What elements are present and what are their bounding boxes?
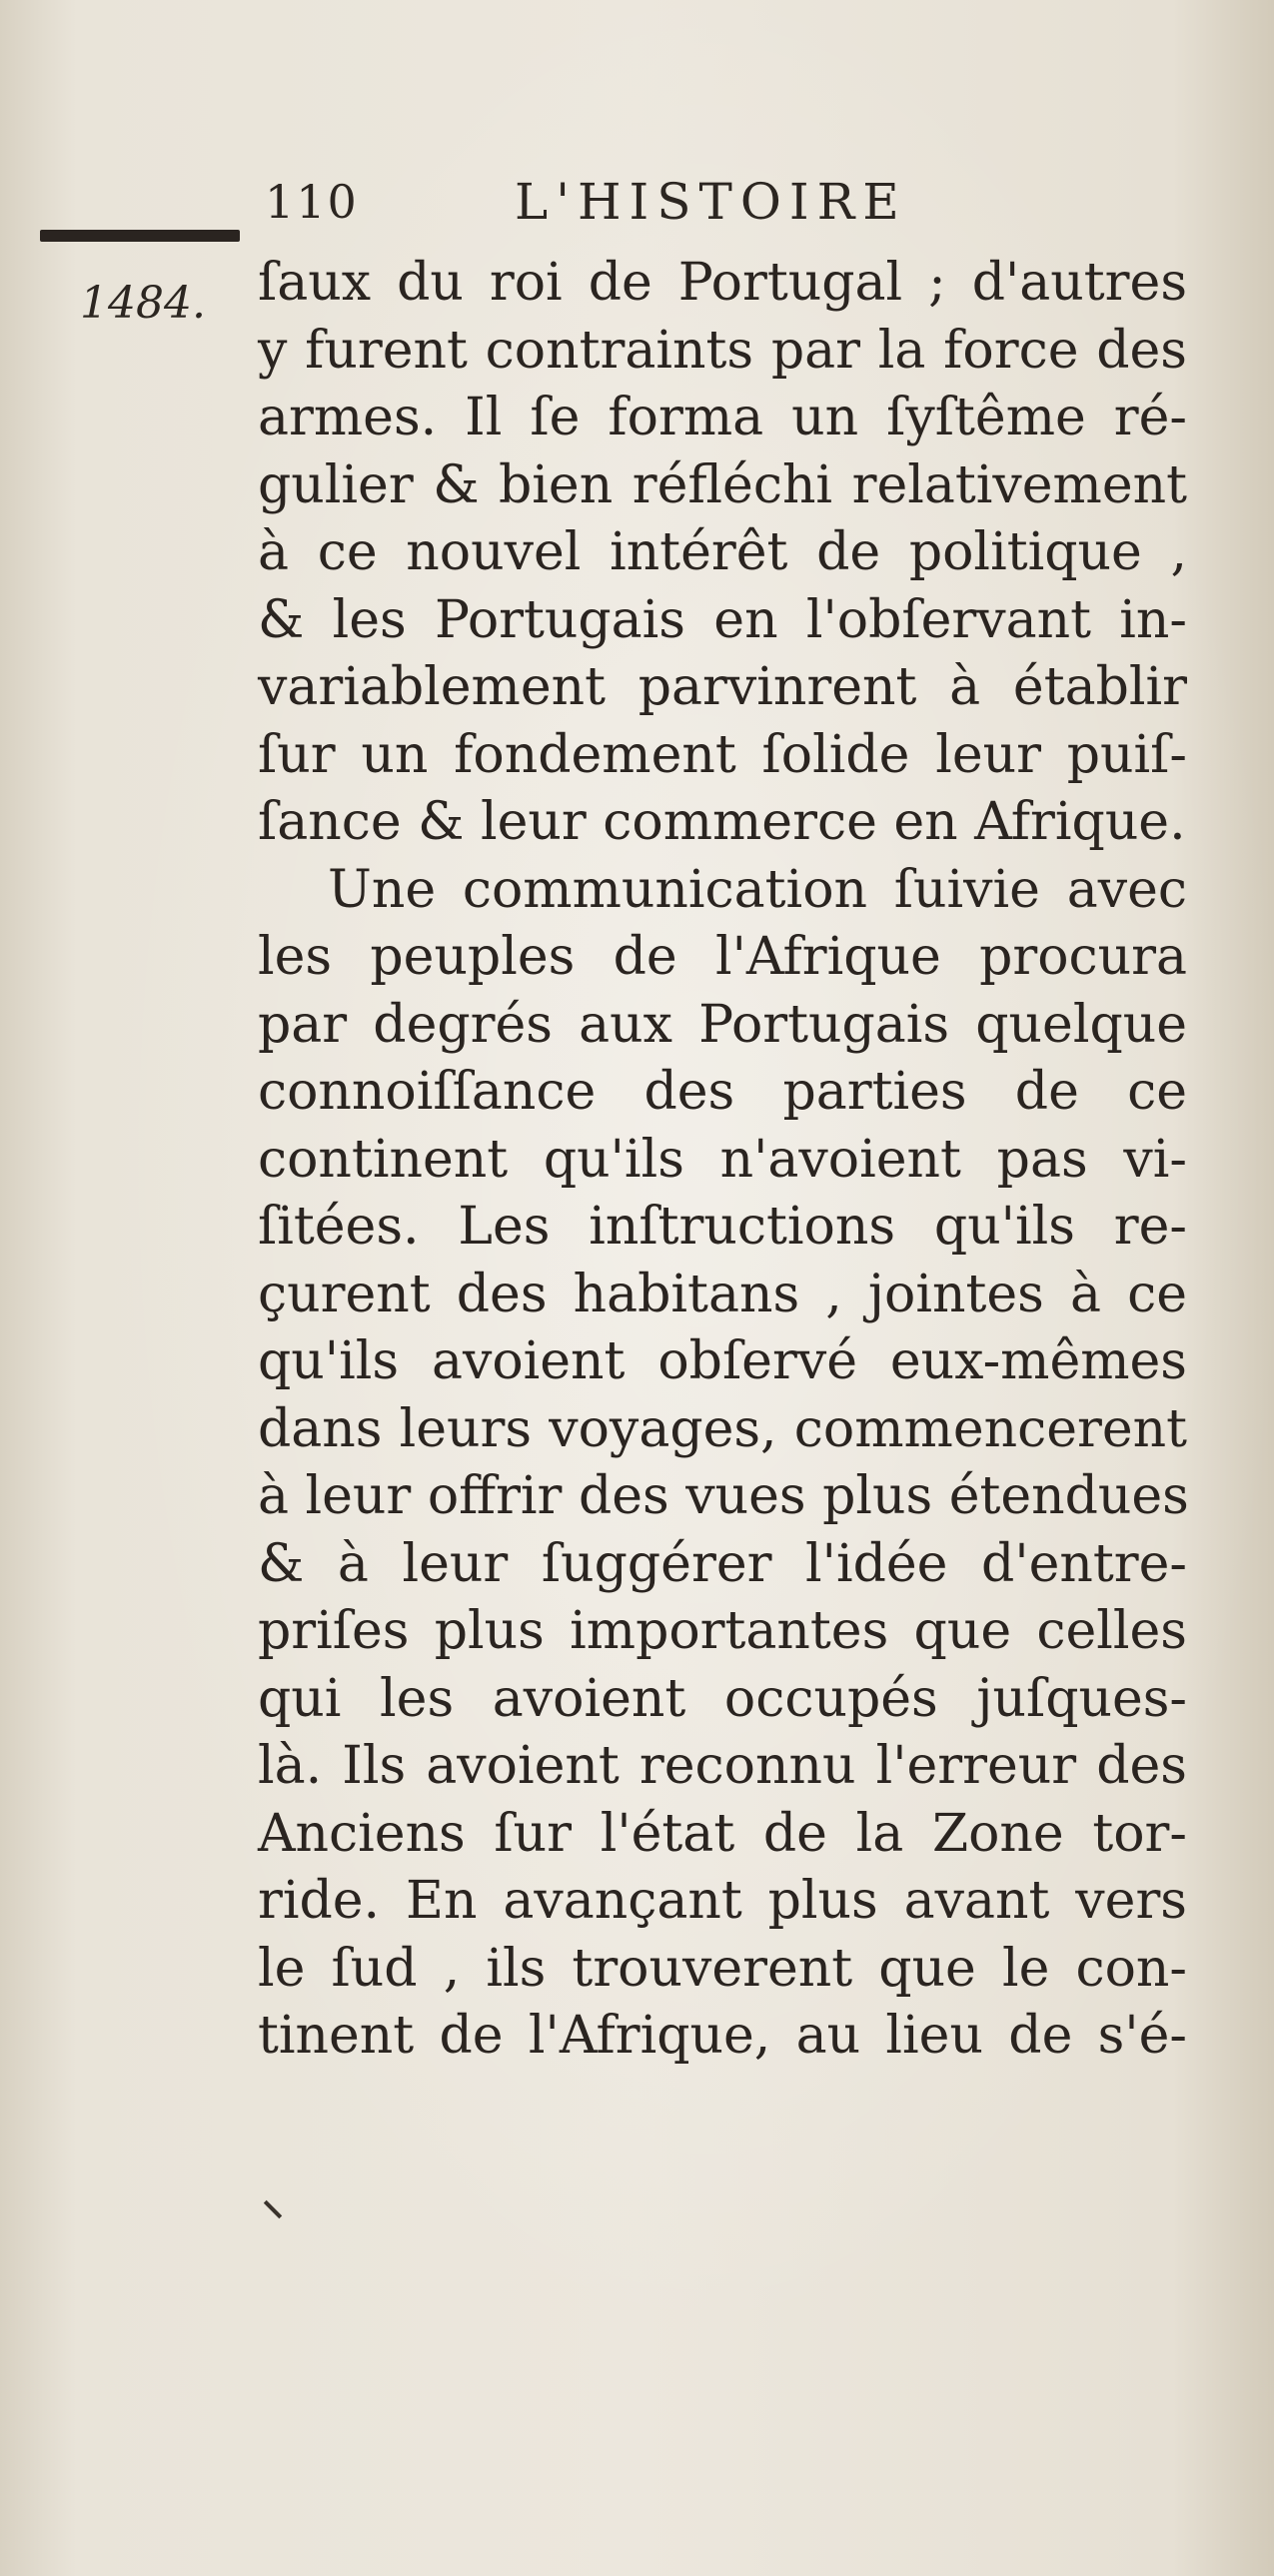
text-line: à ce nouvel intérêt de politique ,: [258, 522, 1187, 582]
text-line: gulier & bien réfléchi relativement: [258, 454, 1187, 515]
text-line: y furent contraints par la force des: [258, 320, 1187, 381]
running-title: L'HISTOIRE: [515, 173, 907, 231]
text-line: Anciens ſur l'état de la Zone tor-: [258, 1803, 1187, 1864]
text-line: & à leur ſuggérer l'idée d'entre-: [258, 1533, 1187, 1594]
text-line: qu'ils avoient obſervé eux-mêmes: [258, 1331, 1187, 1391]
text-line: ſur un fondement ſolide leur puiſ-: [258, 724, 1187, 785]
text-line: ſance & leur commerce en Afrique.: [258, 792, 1186, 852]
text-line: ſaux du roi de Portugal ; d'autres: [258, 253, 1187, 313]
text-line: ride. En avançant plus avant vers: [258, 1871, 1187, 1931]
body-text: [258, 250, 1187, 2071]
text-line: là. Ils avoient reconnu l'erreur des: [258, 1736, 1187, 1796]
text-line: à leur offrir des vues plus étendues: [258, 1466, 1189, 1526]
text-line: le ſud , ils trouverent que le con-: [258, 1938, 1187, 1999]
margin-rule: [40, 230, 240, 242]
text-line: çurent des habitans , jointes à ce: [258, 1264, 1187, 1324]
text-line: connoiſſance des parties de ce: [258, 1062, 1187, 1122]
text-line: variablement parvinrent à établir: [258, 657, 1187, 717]
text-line: tinent de l'Afrique, au lieu de s'é-: [258, 2006, 1187, 2066]
text-line: dans leurs voyages, commencerent: [258, 1398, 1187, 1459]
text-line: priſes plus importantes que celles: [258, 1601, 1187, 1661]
running-head: [250, 165, 1029, 235]
ink-mark: [264, 2200, 282, 2218]
text-line: Une communication ſuivie avec: [328, 859, 1187, 920]
text-line: les peuples de l'Afrique procura: [258, 927, 1187, 987]
margin-year-note: 1484.: [80, 278, 206, 329]
page-number: 110: [265, 175, 359, 229]
text-line: armes. Il ſe forma un ſyſtême ré-: [258, 388, 1187, 447]
text-line: continent qu'ils n'avoient pas vi-: [258, 1129, 1187, 1190]
text-line: par degrés aux Portugais quelque: [258, 994, 1187, 1055]
text-line: qui les avoient occupés juſques-: [258, 1668, 1187, 1729]
text-line: ſitées. Les inſtructions qu'ils re-: [258, 1197, 1187, 1257]
text-line: & les Portugais en l'obſervant in-: [258, 589, 1187, 650]
